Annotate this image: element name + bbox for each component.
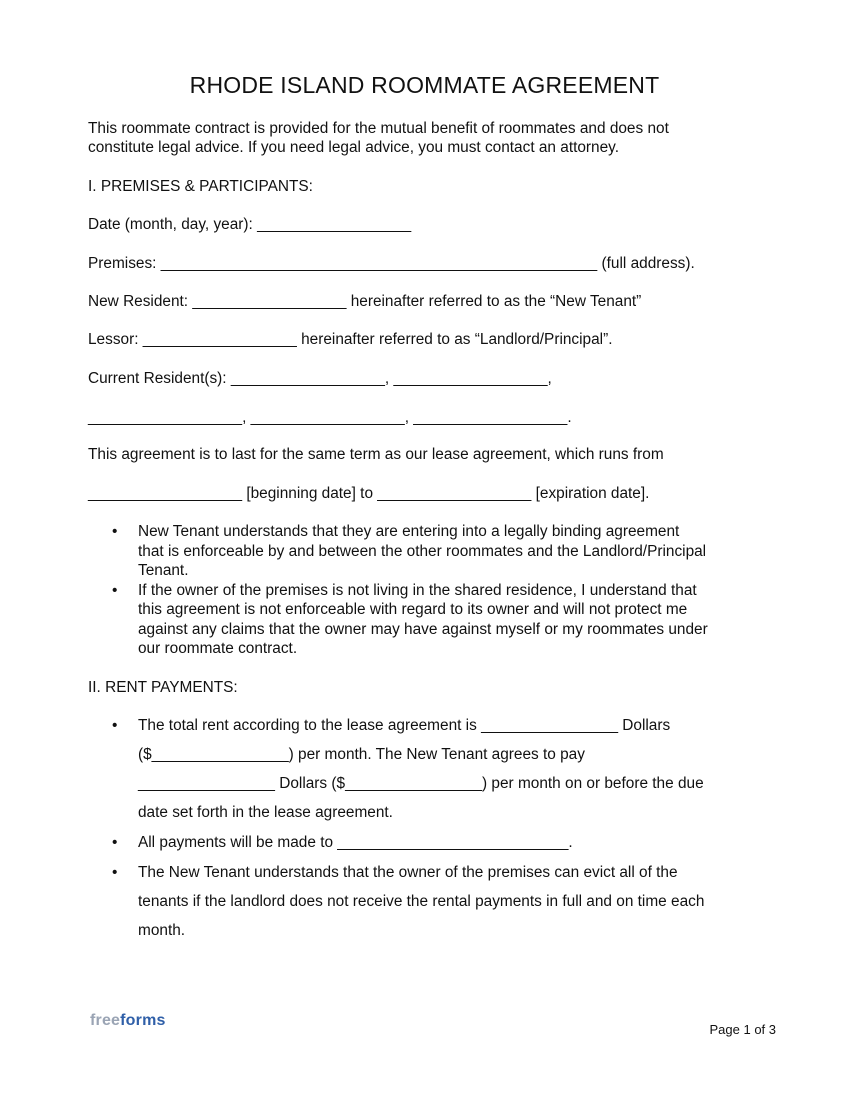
bullet-line: ________________ Dollars ($________________) per month on or before the due <box>138 775 704 792</box>
section-heading-rent: II. RENT PAYMENTS: <box>88 679 238 696</box>
lessor-line: Lessor: __________________ hereinafter referred to as “Landlord/Principal”. <box>88 331 613 348</box>
current-residents-line-1: Current Resident(s): __________________, __________________, <box>88 370 552 387</box>
bullet-icon: • <box>112 717 118 734</box>
bullet-line: New Tenant understands that they are entering into a legally binding agreement <box>138 523 680 540</box>
new-resident-line: New Resident: __________________ hereinafter referred to as the “New Tenant” <box>88 293 642 310</box>
rent-bullet-list <box>88 711 768 946</box>
bullet-line: ($________________) per month. The New Tenant agrees to pay <box>138 746 585 763</box>
logo-forms-text: forms <box>120 1012 166 1029</box>
list-item <box>88 581 768 659</box>
list-item <box>88 828 768 857</box>
bullet-line: against any claims that the owner may have against myself or my roommates under <box>138 620 708 638</box>
list-item <box>88 858 768 945</box>
bullet-line: The total rent according to the lease agreement is ________________ Dollars <box>138 717 671 734</box>
intro-line-2: constitute legal advice. If you need legal advice, you must contact an attorney. <box>88 139 620 156</box>
bullet-line: If the owner of the premises is not living in the shared residence, I understand that <box>138 581 697 599</box>
logo-free-text: free <box>90 1012 121 1029</box>
document-title: RHODE ISLAND ROOMMATE AGREEMENT <box>189 72 660 98</box>
section-heading-premises: I. PREMISES & PARTICIPANTS: <box>88 178 313 195</box>
bullet-icon: • <box>112 523 118 540</box>
bullet-line: tenants if the landlord does not receive the rental payments in full and on time each <box>138 893 705 910</box>
bullet-line: All payments will be made to ___________________________. <box>138 834 573 851</box>
freeforms-logo <box>90 1012 166 1030</box>
bullet-line: Tenant. <box>138 562 189 579</box>
page-number: Page 1 of 3 <box>709 1022 776 1037</box>
premises-line: Premises: ___________________________________________________ (full address). <box>88 255 695 272</box>
bullet-line: this agreement is not enforceable with regard to its owner and will not protect me <box>138 601 688 618</box>
bullet-icon: • <box>112 581 118 599</box>
bullet-line: date set forth in the lease agreement. <box>138 804 393 821</box>
term-line: This agreement is to last for the same term as our lease agreement, which runs from <box>88 446 664 463</box>
bullet-line: that is enforceable by and between the other roommates and the Landlord/Principal <box>138 542 707 560</box>
bullet-icon: • <box>112 864 118 881</box>
premises-bullet-list <box>88 522 768 659</box>
bullet-icon: • <box>112 834 118 851</box>
list-item <box>88 522 768 581</box>
date-line: Date (month, day, year): __________________ <box>88 216 412 233</box>
bullet-line: our roommate contract. <box>138 640 298 657</box>
intro-line-1: This roommate contract is provided for the mutual benefit of roommates and does not <box>88 120 669 137</box>
current-residents-line-2: __________________, __________________, __________________. <box>88 409 572 426</box>
term-dates-line: __________________ [beginning date] to __________________ [expiration date]. <box>88 485 650 502</box>
list-item <box>88 711 768 827</box>
bullet-line: month. <box>138 922 186 939</box>
bullet-line: The New Tenant understands that the owner of the premises can evict all of the <box>138 864 678 881</box>
